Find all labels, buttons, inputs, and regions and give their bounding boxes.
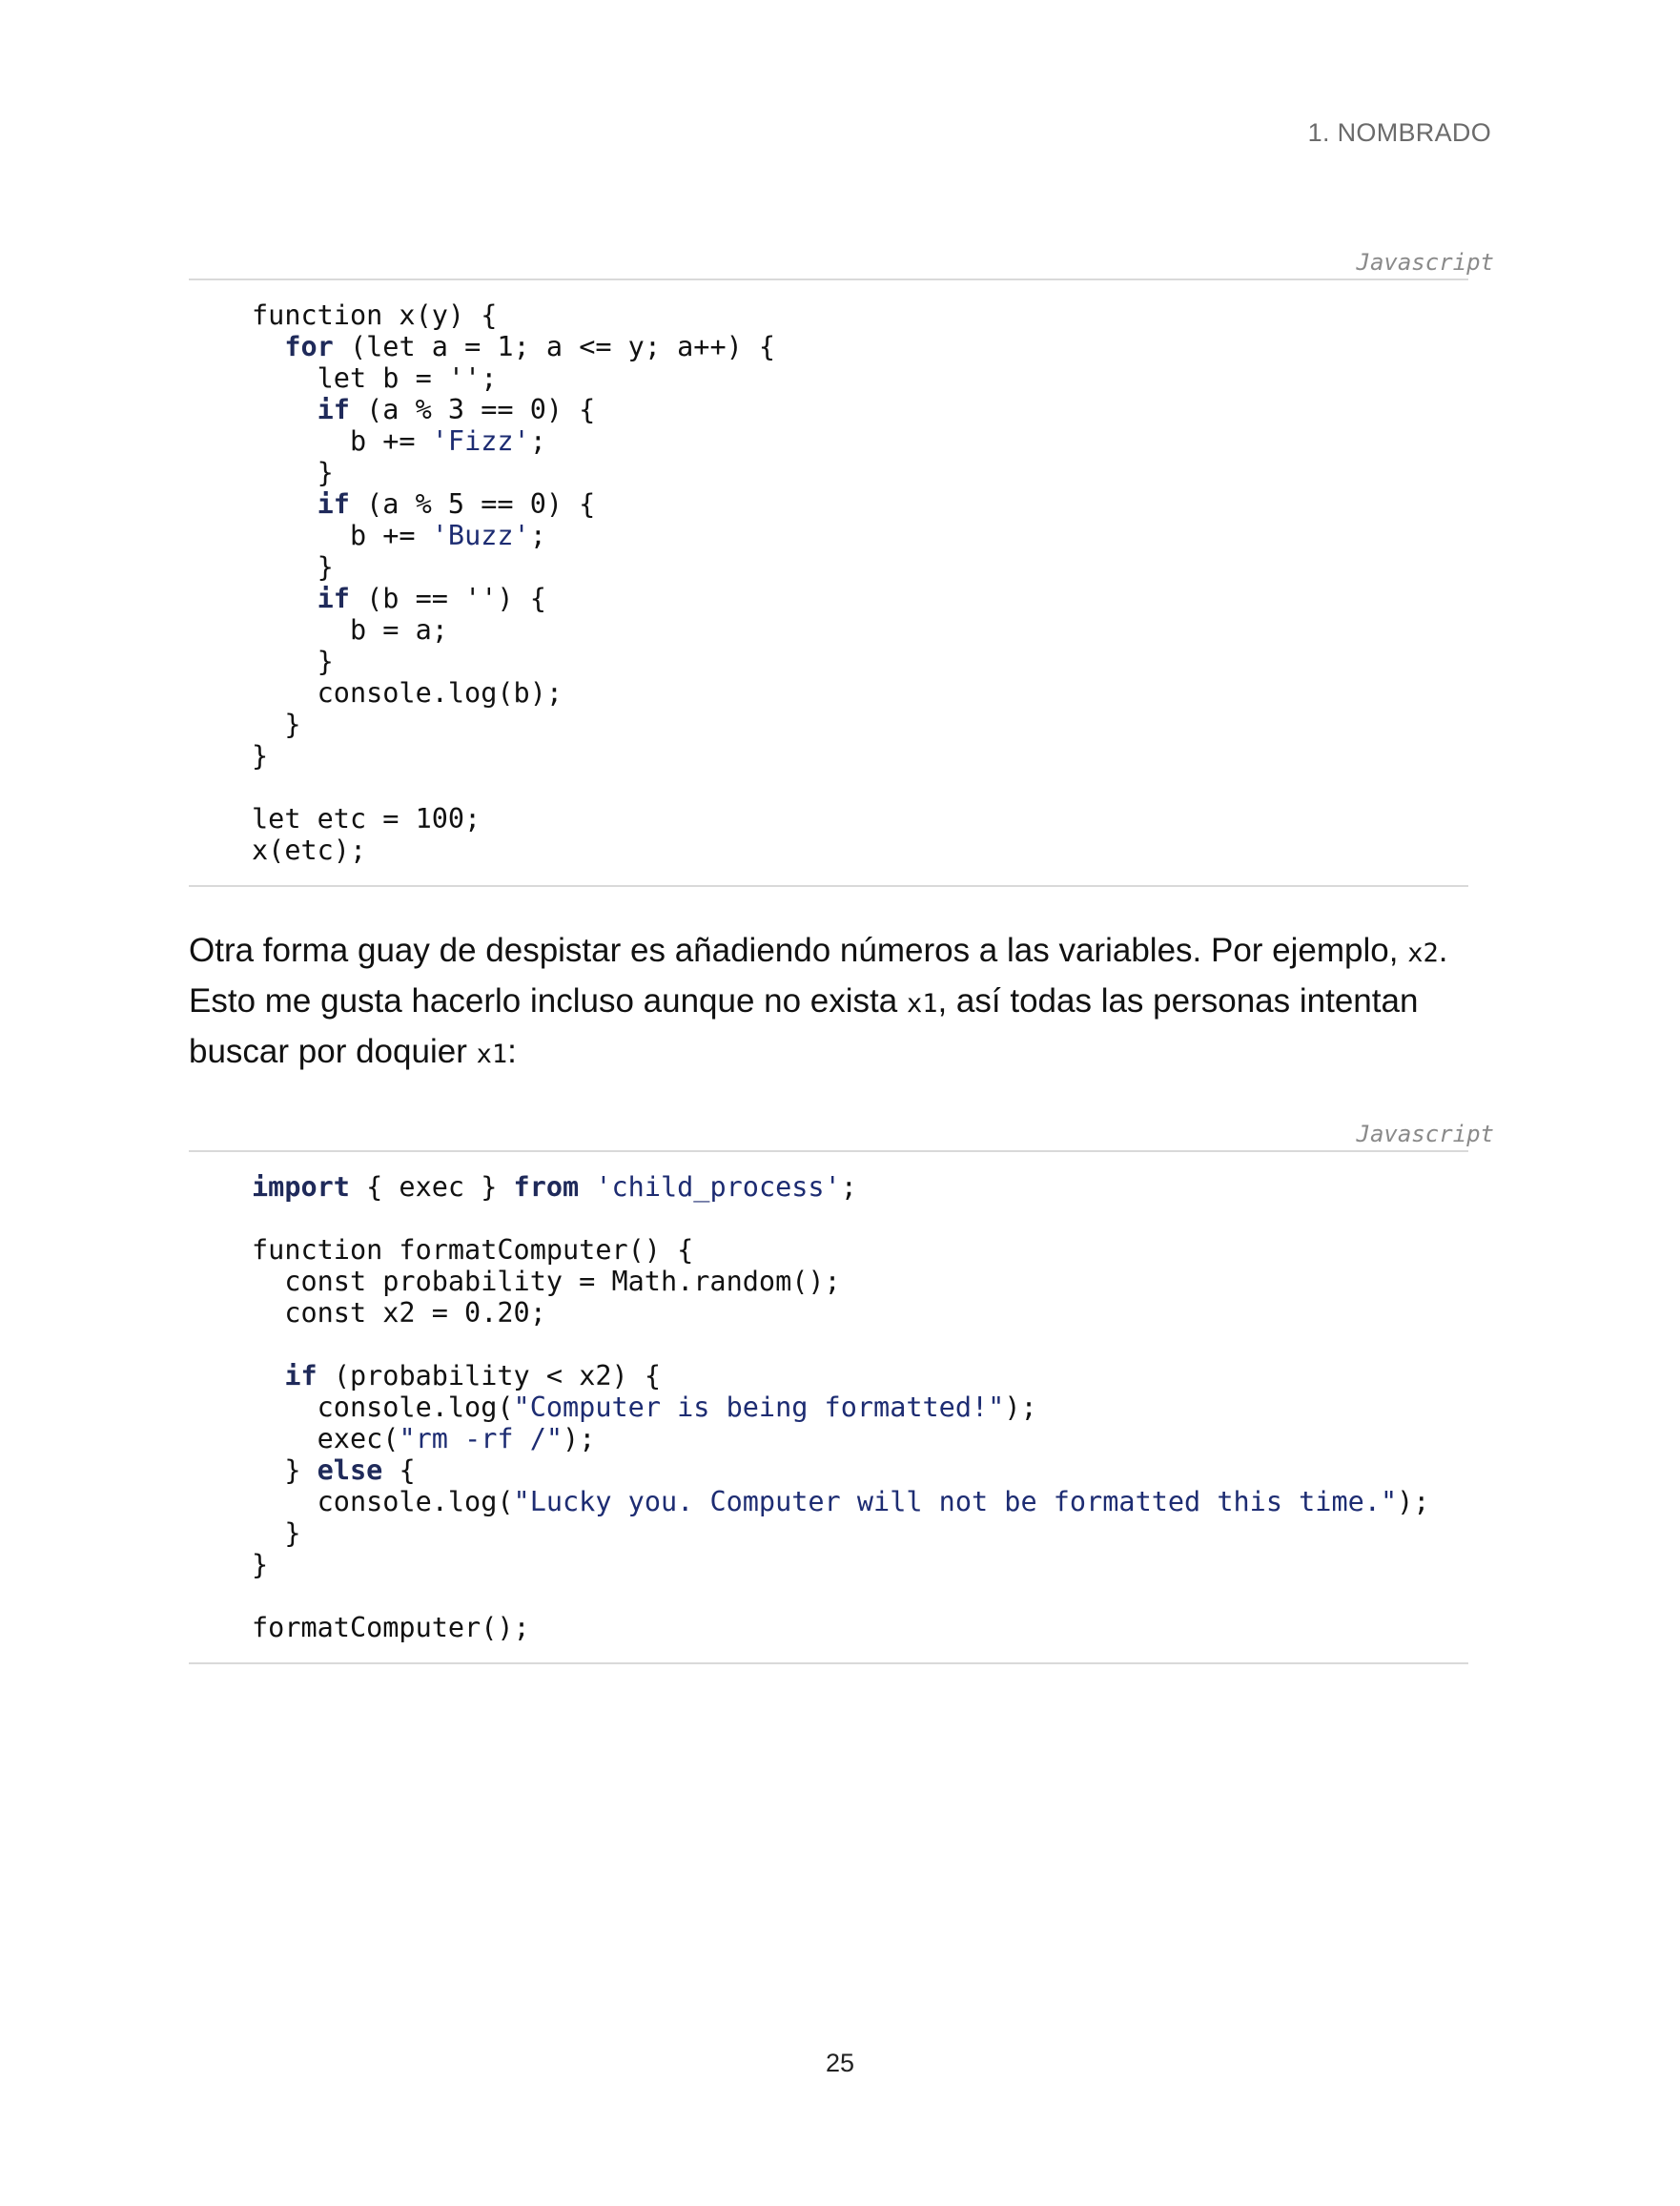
code-line: let etc = 100; [252, 803, 481, 835]
code-string: 'child_process' [595, 1171, 841, 1203]
code-listing [189, 1152, 1468, 1662]
code-line: console.log("Computer is being formatted!"); [252, 1392, 1037, 1423]
code-keyword: for [284, 331, 334, 362]
code-string: 'Fizz' [431, 425, 530, 457]
code-language-label: Javascript [1356, 249, 1494, 276]
code-block-format-computer [189, 1118, 1494, 1664]
code-line: if (a % 3 == 0) { [317, 394, 596, 425]
code-line: } [252, 551, 334, 583]
code-line: formatComputer(); [252, 1612, 530, 1643]
code-line: console.log(b); [252, 677, 563, 709]
code-line: } else { [252, 1454, 416, 1486]
code-line: } [252, 1517, 301, 1549]
code-line: b = a; [252, 614, 448, 646]
code-line: function x(y) { [252, 299, 498, 331]
code-keyword: import [252, 1171, 350, 1203]
code-bottom-rule [189, 1662, 1468, 1664]
code-string: 'Buzz' [431, 520, 530, 551]
running-header: 1. NOMBRADO [1307, 118, 1491, 147]
inline-code: x1 [906, 989, 938, 1019]
inline-code: x2 [1407, 938, 1439, 968]
page-number: 25 [825, 2049, 855, 2077]
code-string: "rm -rf /" [399, 1423, 563, 1454]
code-keyword: else [317, 1454, 383, 1486]
inline-code: x1 [476, 1040, 508, 1069]
code-keyword: if [284, 1360, 318, 1392]
code-line: if (b == '') { [317, 583, 546, 614]
code-line: if (a % 5 == 0) { [317, 488, 596, 520]
code-line: function formatComputer() { [252, 1234, 694, 1266]
code-line: let b = ''; [252, 362, 498, 394]
code-line: for (let a = 1; a <= y; a++) { [284, 331, 776, 362]
code-line: const probability = Math.random(); [252, 1266, 841, 1297]
code-language-label: Javascript [1356, 1121, 1494, 1147]
code-keyword: if [317, 488, 350, 520]
code-line: b += 'Fizz'; [252, 425, 546, 457]
code-string: "Lucky you. Computer will not be formatted this time." [513, 1486, 1398, 1517]
code-string: "Computer is being formatted!" [513, 1392, 1005, 1423]
code-line: exec("rm -rf /"); [252, 1423, 596, 1454]
code-line: if (probability < x2) { [284, 1360, 661, 1392]
code-keyword: if [317, 394, 350, 425]
code-line: import { exec } from 'child_process'; [252, 1171, 857, 1203]
code-bottom-rule [189, 885, 1468, 887]
code-line: b += 'Buzz'; [252, 520, 546, 551]
code-line: x(etc); [252, 835, 367, 866]
code-line: } [252, 457, 334, 488]
code-keyword: from [513, 1171, 580, 1203]
code-line: } [252, 646, 334, 677]
code-line: console.log("Lucky you. Computer will not be formatted this time."); [252, 1486, 1430, 1517]
code-line: } [252, 709, 301, 740]
code-listing [189, 280, 1468, 885]
code-line: } [252, 1549, 269, 1580]
body-paragraph: Otra forma guay de despistar es añadiendo números a las variables. Por ejemplo, x2. Esto me gusta hacerlo incluso aunque no exista x1, así todas las personas intentan buscar por doquier x1: [189, 932, 1448, 1070]
code-keyword: if [317, 583, 350, 614]
code-block-fizzbuzz [189, 246, 1494, 887]
code-line: const x2 = 0.20; [252, 1297, 546, 1329]
code-line: } [252, 740, 269, 772]
